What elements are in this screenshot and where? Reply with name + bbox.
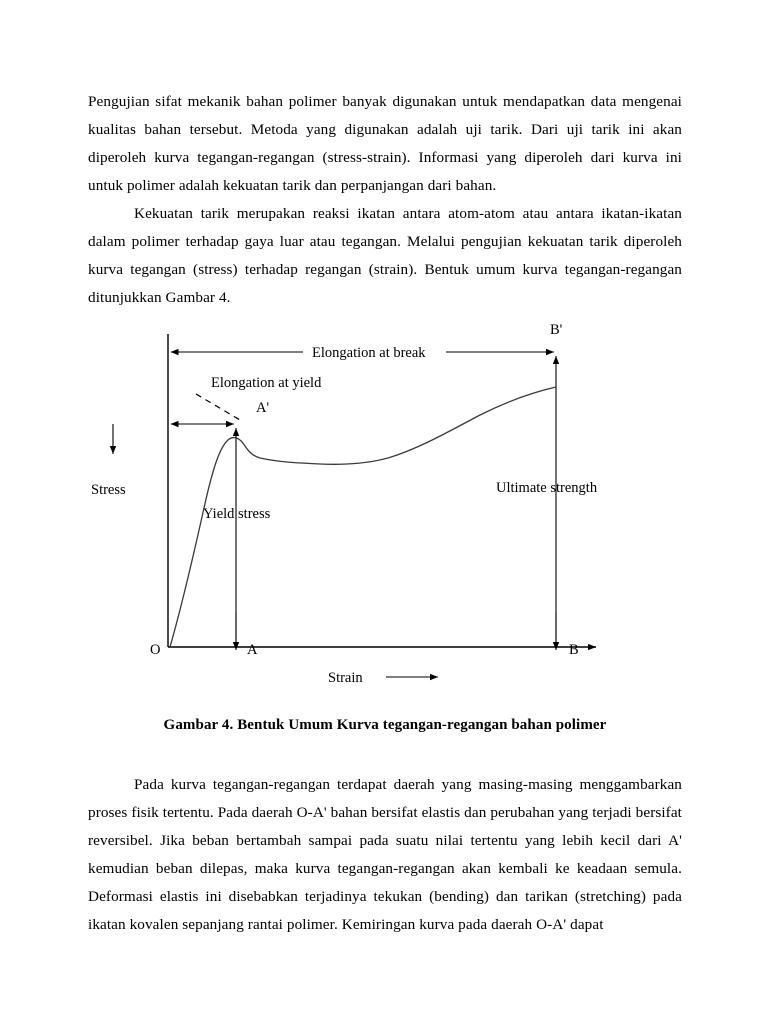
paragraph-3: Pada kurva tegangan-regangan terdapat daerah yang masing-masing menggambarkan proses fisik tertentu. Pada daerah O-A' bahan bersifat elastis dan perubahan yang terjadi bersifat reversibel. Jika beban bertambah sampai pada suatu nilai tertentu yang lebih kecil dari A' kemudian beban dilepas, maka kurva tegangan-regangan akan kembali ke keadaan semula. Deformasi elastis ini disebabkan terjadinya tekukan (bending) dan tarikan (stretching) pada ikatan kovalen sepanjang rantai polimer. Kemiringan kurva pada daerah O-A' dapat bbox=[88, 776, 682, 933]
elongation-at-yield-leader bbox=[196, 394, 240, 420]
strain-axis-label: Strain bbox=[328, 670, 363, 686]
figure-caption: Gambar 4. Bentuk Umum Kurva tegangan-regangan bahan polimer bbox=[163, 717, 607, 733]
figure-stress-strain-curve bbox=[88, 312, 682, 702]
paragraph-1: Pengujian sifat mekanik bahan polimer banyak digunakan untuk mendapatkan data mengenai kualitas bahan tersebut. Metoda yang digunakan adalah uji tarik. Dari uji tarik ini akan diperoleh kurva tegangan-regangan (stress-strain). Informasi yang diperoleh dari kurva ini untuk polimer adalah kekuatan tarik dan perpanjangan dari bahan. bbox=[88, 93, 682, 194]
origin-label: O bbox=[150, 642, 161, 658]
point-b-prime-label: B' bbox=[550, 322, 563, 338]
stress-axis-label: Stress bbox=[91, 482, 126, 498]
paragraph-2: Kekuatan tarik merupakan reaksi ikatan antara atom-atom atau antara ikatan-ikatan dalam polimer terhadap gaya luar atau tegangan. Melalui pengujian kekuatan tarik diperoleh kurva tegangan (stress) terhadap regangan (strain). Bentuk umum kurva tegangan-regangan ditunjukkan Gambar 4. bbox=[88, 205, 682, 306]
elongation-at-yield-label: Elongation at yield bbox=[211, 375, 322, 391]
document-content bbox=[88, 88, 682, 939]
yield-stress-label: Yield stress bbox=[203, 506, 271, 522]
point-b-label: B bbox=[569, 642, 579, 658]
ultimate-strength-label: Ultimate strength bbox=[496, 480, 598, 496]
point-a-prime-label: A' bbox=[256, 400, 270, 416]
elongation-at-break-label: Elongation at break bbox=[312, 345, 426, 361]
point-a-label: A bbox=[247, 642, 258, 658]
